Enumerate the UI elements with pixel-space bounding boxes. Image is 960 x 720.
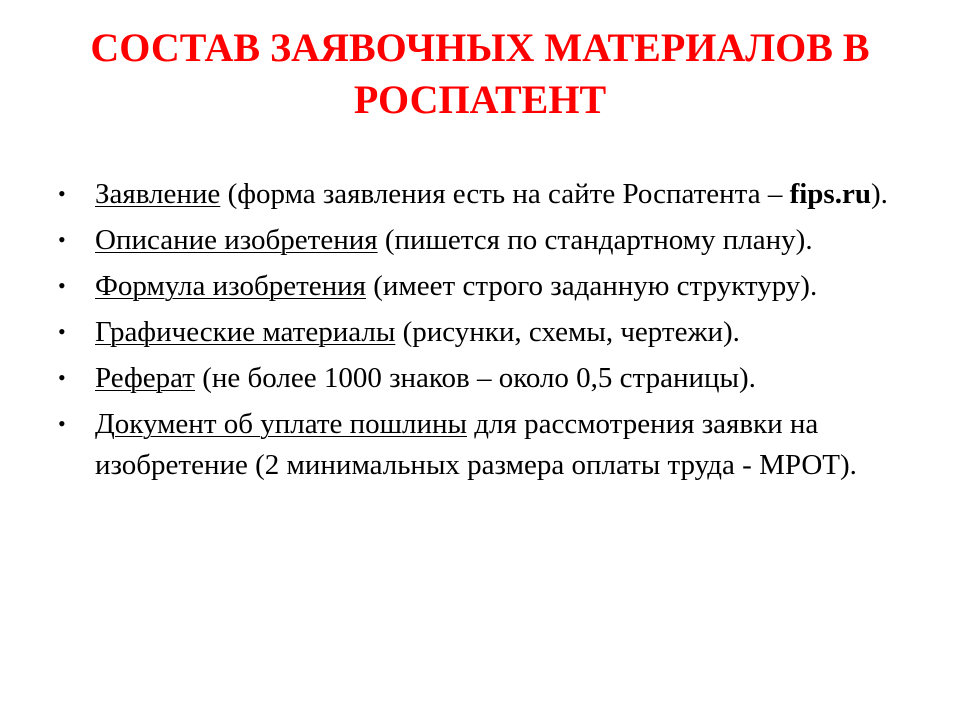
- item-term: Документ об уплате пошлины: [95, 408, 468, 440]
- item-text: (имеет строго заданную структуру).: [366, 270, 818, 302]
- bullet-icon: •: [58, 227, 66, 252]
- bullet-icon: •: [58, 411, 66, 436]
- bullet-icon: •: [58, 181, 66, 206]
- list-item: [58, 174, 908, 215]
- bullet-icon: •: [58, 365, 66, 390]
- item-text-end: ).: [870, 178, 888, 210]
- list-item: [58, 404, 908, 486]
- bullet-icon: •: [58, 273, 66, 298]
- bullet-icon: •: [58, 319, 66, 344]
- item-term: Формула изобретения: [95, 270, 366, 302]
- list-item: [58, 266, 908, 307]
- item-term: Описание изобретения: [95, 224, 378, 256]
- item-term: Реферат: [95, 362, 195, 394]
- item-text: (не более 1000 знаков – около 0,5 страницы).: [194, 362, 756, 394]
- item-text: (пишется по стандартному плану).: [377, 224, 813, 256]
- item-text: для рассмотрения заявки на изобретение (2 минимальных размера оплаты труда - МРОТ).: [95, 408, 857, 481]
- item-term: Графические материалы: [95, 316, 396, 348]
- item-term: Заявление: [95, 178, 221, 210]
- list-item: [58, 358, 908, 399]
- slide-title: СОСТАВ ЗАЯВОЧНЫХ МАТЕРИАЛОВ В РОСПАТЕНТ: [90, 25, 870, 122]
- item-link-text: fips.ru: [789, 178, 871, 210]
- item-text: (рисунки, схемы, чертежи).: [395, 316, 740, 348]
- list-item: [58, 312, 908, 353]
- bullet-list: [58, 174, 908, 491]
- list-item: [58, 220, 908, 261]
- item-text: (форма заявления есть на сайте Роспатента –: [220, 178, 790, 210]
